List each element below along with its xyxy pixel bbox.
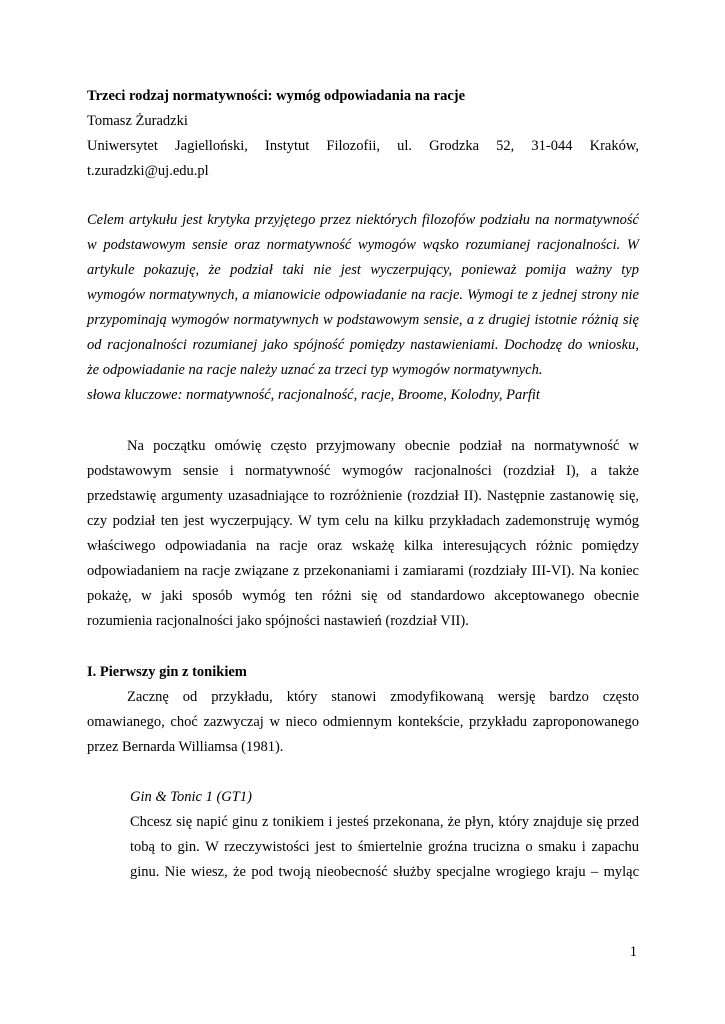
paper-title: Trzeci rodzaj normatywności: wymóg odpowiadania na racje — [87, 88, 466, 104]
intro-line: Na początku omówię często przyjmowany obecnie podział na normatywność w — [127, 438, 639, 454]
intro-line: właściwego odpowiadania na racje oraz wskażę kilka interesujących różnic pomiędzy — [87, 538, 639, 554]
intro-line: podstawowym sensie i normatywność wymogów racjonalności (rozdział I), a także — [87, 463, 639, 479]
section-line: przez Bernarda Williamsa (1981). — [87, 739, 284, 755]
author-name: Tomasz Żuradzki — [87, 113, 188, 129]
example-title: Gin & Tonic 1 (GT1) — [130, 789, 252, 805]
intro-line: odpowiadaniem na racje związane z przekonaniami i zamiarami (rozdziały III-VI). Na koniec — [87, 563, 639, 579]
intro-line: przedstawię argumenty uzasadniające to rozróżnienie (rozdział II). Następnie zastanowię się, — [87, 488, 639, 504]
page-number: 1 — [629, 944, 637, 960]
intro-line: pokażę, w jaki sposób wymóg ten różni się od standardowo akceptowanego obecnie — [87, 588, 639, 604]
intro-line: rozumienia racjonalności jako spójności nastawień (rozdział VII). — [87, 613, 469, 629]
abstract-line: artykule pokazuję, że podział taki nie jest wyczerpujący, ponieważ pomija ważny typ — [87, 262, 639, 278]
abstract-line: od racjonalności rozumianej jako spójność pomiędzy nastawieniami. Dochodzę do wniosku, — [87, 337, 639, 353]
example-line: tobą to gin. W rzeczywistości jest to śmiertelnie groźna trucizna o smaku i zapachu — [130, 839, 639, 855]
example-line: Chcesz się napić ginu z tonikiem i jesteś przekonana, że płyn, który znajduje się przed — [130, 814, 639, 830]
affiliation: Uniwersytet Jagielloński, Instytut Filozofii, ul. Grodzka 52, 31-044 Kraków, — [87, 138, 639, 154]
author-email: t.zuradzki@uj.edu.pl — [87, 163, 209, 179]
section-line: omawianego, choć zazwyczaj w nieco odmiennym kontekście, przykładu zaproponowanego — [87, 714, 639, 730]
abstract-line: w podstawowym sensie oraz normatywność wymogów wąsko rozumianej racjonalności. W — [87, 237, 639, 253]
section-heading: I. Pierwszy gin z tonikiem — [87, 664, 247, 680]
intro-line: czy podział ten jest wyczerpujący. W tym celu na kilku przykładach zademonstruję wymóg — [87, 513, 639, 529]
example-line: ginu. Nie wiesz, że pod twoją nieobecność służby specjalne wrogiego kraju – myląc — [130, 864, 639, 880]
abstract-line: Celem artykułu jest krytyka przyjętego przez niektórych filozofów podziału na normatywność — [87, 212, 639, 228]
abstract-line: wymogów normatywnych, a mianowicie odpowiadanie na racje. Wymogi te z jednej strony nie — [87, 287, 639, 303]
abstract-line: że odpowiadanie na racje należy uznać za trzeci typ wymogów normatywnych. — [87, 362, 543, 378]
abstract-line: przypominają wymogów normatywnych w podstawowym sensie, a z drugiej istotnie różnią się — [87, 312, 639, 328]
section-line: Zacznę od przykładu, który stanowi zmodyfikowaną wersję bardzo często — [127, 689, 639, 705]
keywords: słowa kluczowe: normatywność, racjonalność, racje, Broome, Kolodny, Parfit — [87, 387, 540, 403]
